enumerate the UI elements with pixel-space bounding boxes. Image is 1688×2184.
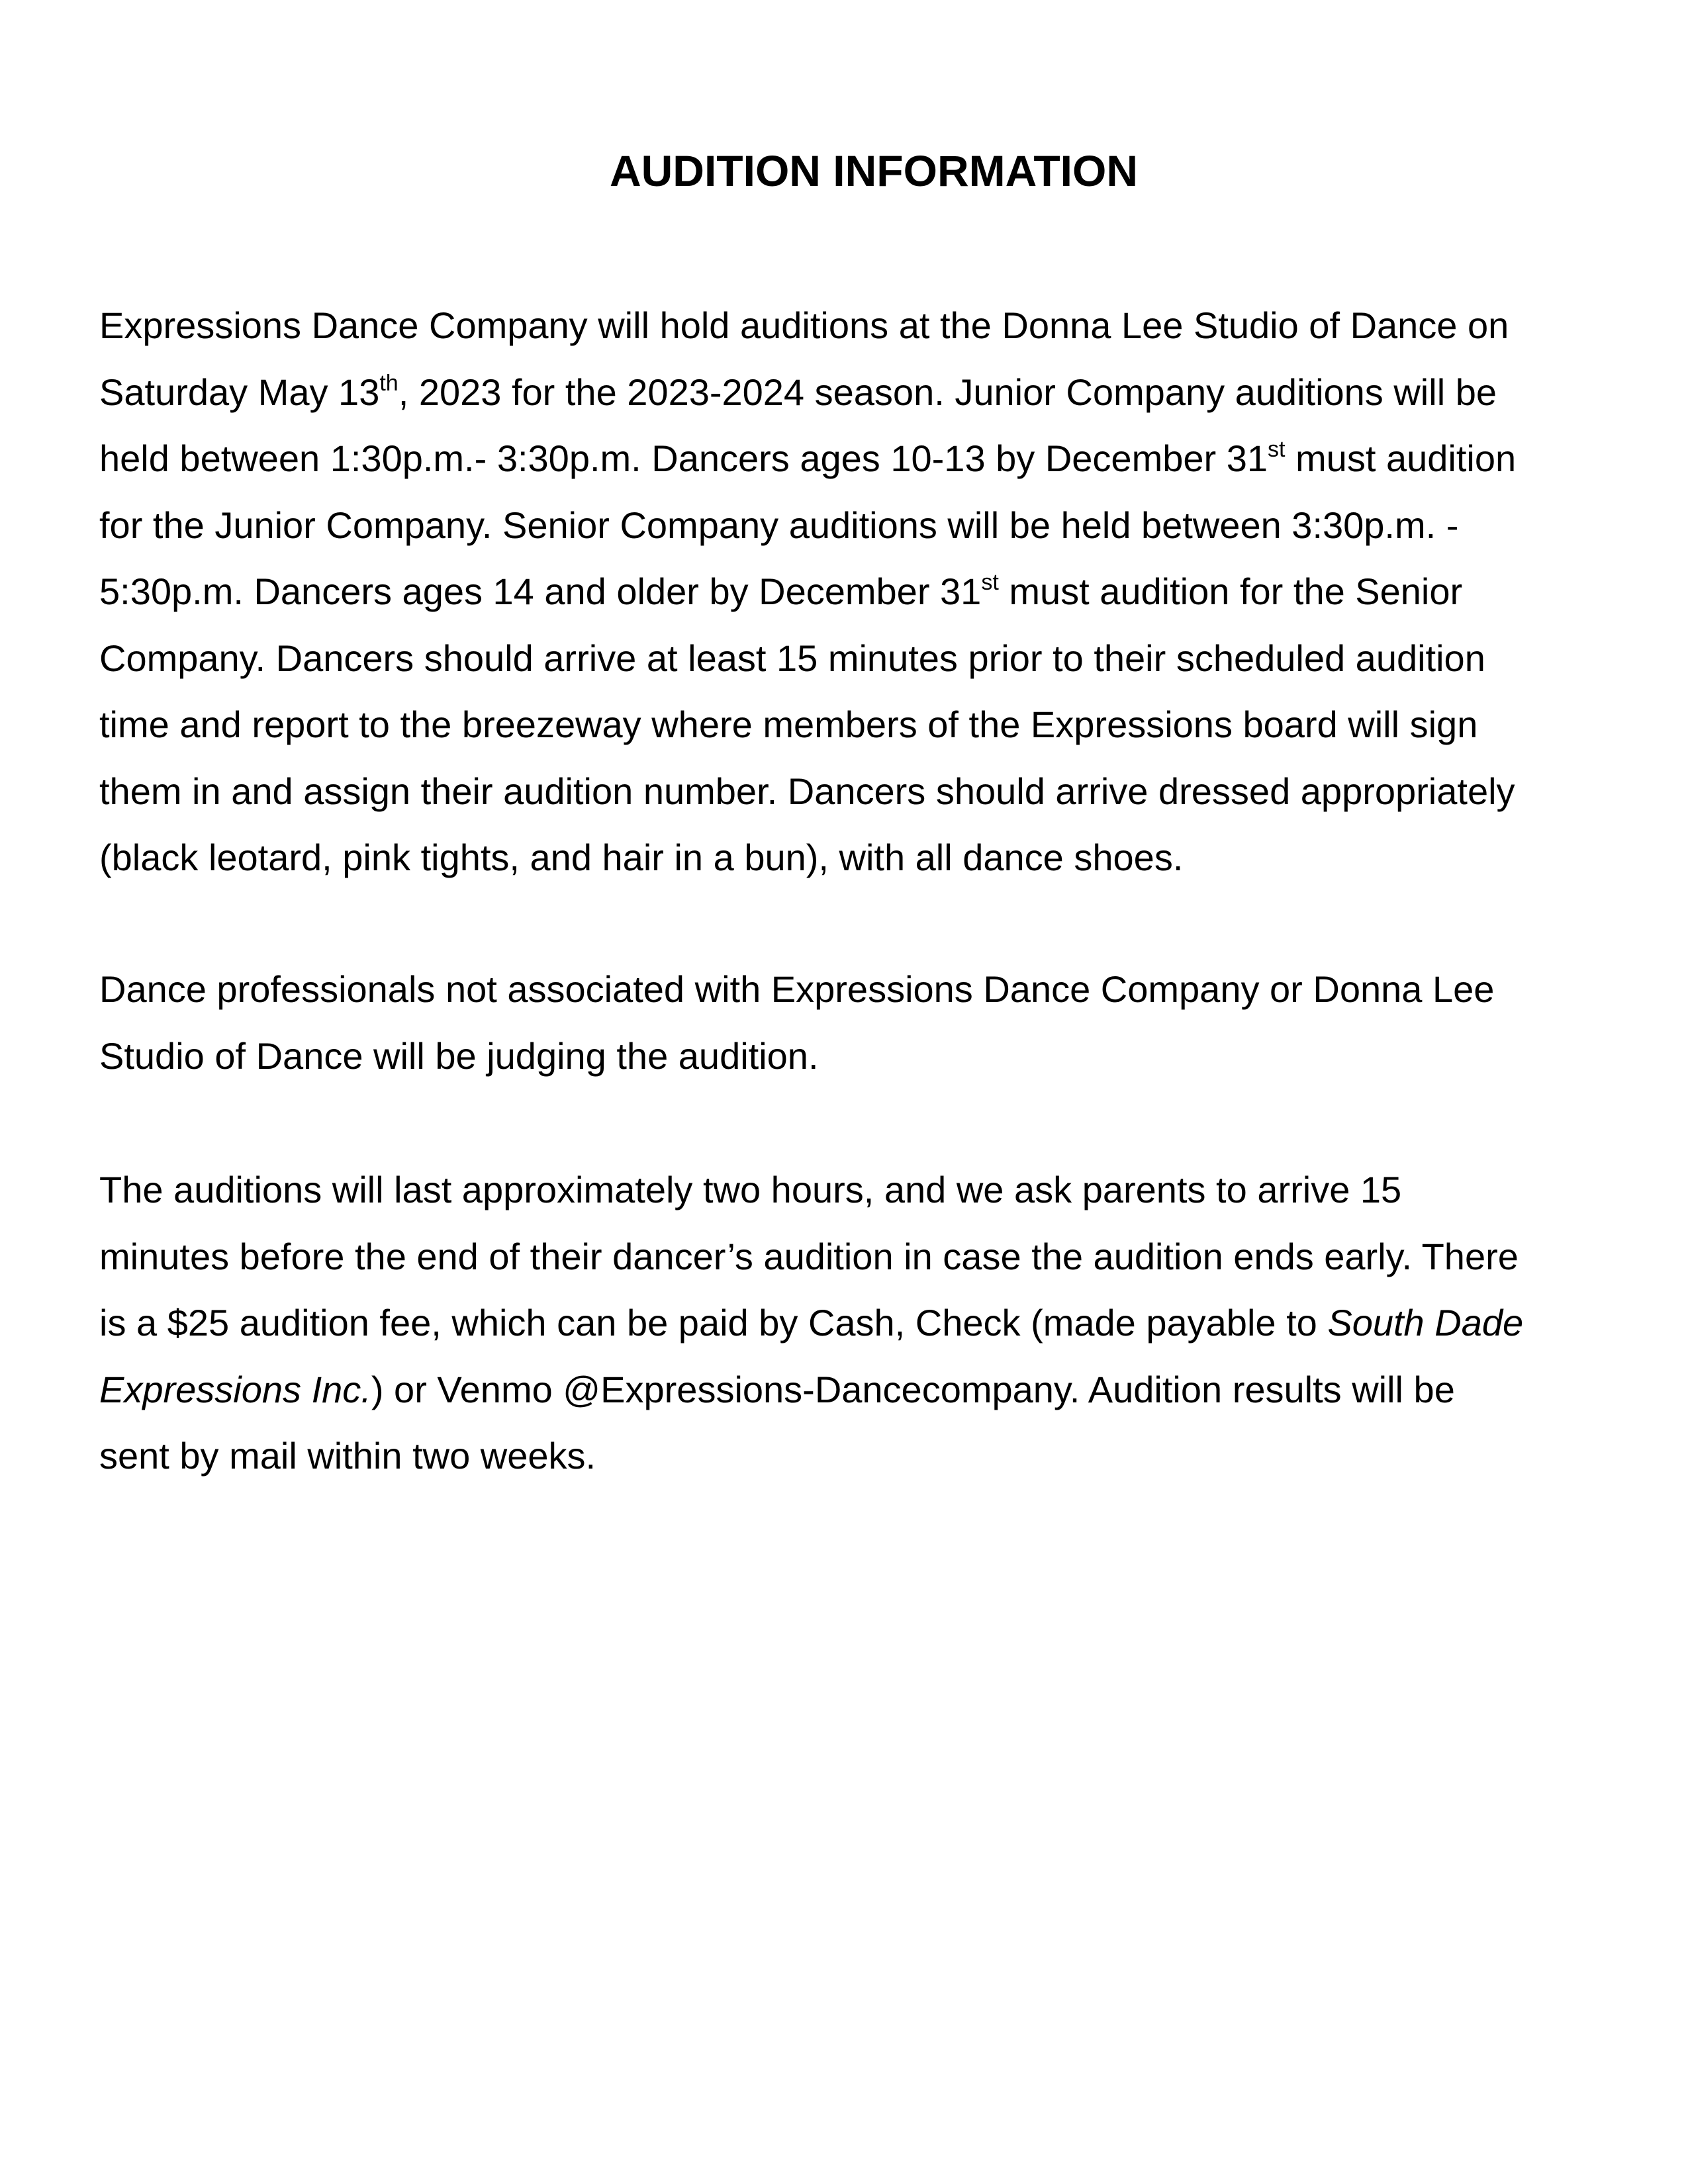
page-title: AUDITION INFORMATION — [609, 146, 1139, 195]
text-line: Company. Dancers should arrive at least 15 minutes prior to their scheduled audition — [99, 637, 1485, 679]
text-segment: must audition — [1285, 437, 1517, 479]
text-segment: held between 1:30p.m.- 3:30p.m. Dancers ages 10-13 by December 31 — [99, 437, 1268, 479]
judges-paragraph — [99, 956, 1595, 1089]
text-segment: 5:30p.m. Dancers ages 14 and older by December 31 — [99, 570, 982, 612]
text-segment: ) or Venmo @Expressions-Dancecompany. Audition results will be — [371, 1368, 1455, 1410]
text-line: minutes before the end of their dancer’s audition in case the audition ends early. There — [99, 1235, 1519, 1277]
fees-paragraph — [99, 1157, 1595, 1490]
text-line: for the Junior Company. Senior Company auditions will be held between 3:30p.m. - — [99, 504, 1459, 546]
text-line: Dance professionals not associated with Expressions Dance Company or Donna Lee — [99, 968, 1495, 1010]
payee-name: South Dade — [1327, 1302, 1524, 1343]
text-segment: is a $25 audition fee, which can be paid by Cash, Check (made payable to — [99, 1302, 1328, 1343]
text-line — [99, 1357, 1595, 1424]
payee-name: Expressions Inc. — [99, 1368, 371, 1410]
text-line: them in and assign their audition number. Dancers should arrive dressed appropriately — [99, 770, 1515, 812]
text-segment: must audition for the Senior — [998, 570, 1463, 612]
text-segment: , 2023 for the 2023-2024 season. Junior Company auditions will be — [398, 371, 1497, 413]
text-line — [99, 359, 1595, 426]
ordinal-suffix: st — [1268, 437, 1286, 462]
text-line — [99, 1290, 1595, 1357]
text-line — [99, 559, 1595, 625]
text-line: Studio of Dance will be judging the audition. — [99, 1034, 819, 1077]
text-line: sent by mail within two weeks. — [99, 1435, 596, 1477]
ordinal-suffix: th — [379, 370, 399, 396]
ordinal-suffix: st — [981, 570, 999, 595]
text-line: Expressions Dance Company will hold auditions at the Donna Lee Studio of Dance on — [99, 304, 1509, 346]
text-segment: Saturday May 13 — [99, 371, 380, 413]
text-line: (black leotard, pink tights, and hair in a bun), with all dance shoes. — [99, 837, 1184, 878]
audition-details-paragraph — [99, 293, 1595, 891]
text-line — [99, 426, 1595, 492]
text-line: time and report to the breezeway where members of the Expressions board will sign — [99, 704, 1478, 745]
text-line: The auditions will last approximately two hours, and we ask parents to arrive 15 — [99, 1169, 1402, 1210]
